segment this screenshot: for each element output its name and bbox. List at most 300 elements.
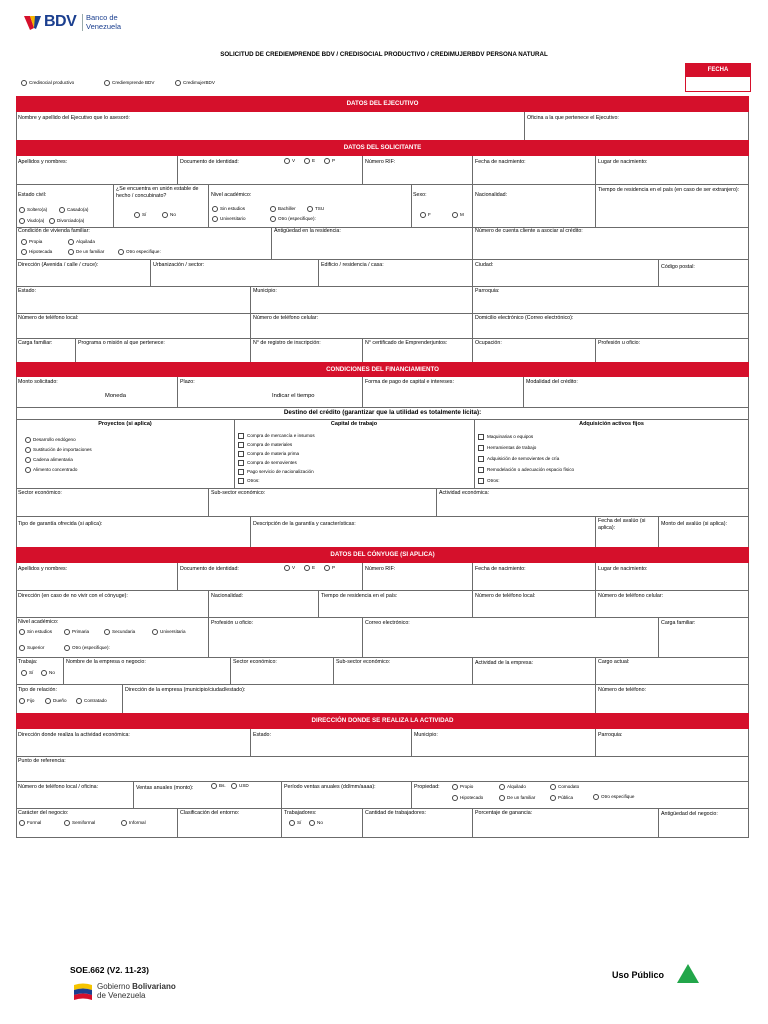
radio-icon bbox=[499, 795, 505, 801]
civil-viudo[interactable] bbox=[19, 218, 44, 224]
radio-icon bbox=[21, 239, 27, 245]
option-label: Casado(a) bbox=[67, 207, 89, 213]
option-label: Sí bbox=[29, 670, 34, 676]
radio-icon bbox=[68, 239, 74, 245]
radio-icon bbox=[21, 249, 27, 255]
option-label: Adquisición de semovientes de cría bbox=[487, 456, 560, 462]
moneda-usd[interactable] bbox=[231, 783, 249, 789]
radio-icon bbox=[104, 629, 110, 635]
bank-name-line1: Banco de bbox=[86, 13, 118, 22]
radio-icon bbox=[452, 212, 458, 218]
option-label: E bbox=[312, 565, 316, 571]
conyuge-apellidos-field[interactable]: Apellidos y nombres: bbox=[18, 566, 68, 572]
ventas-anuales-label: Ventas anuales (monto): bbox=[136, 785, 194, 791]
checkbox-icon bbox=[478, 478, 484, 484]
actividad-tel-field[interactable]: Número de teléfono local / oficina: bbox=[18, 784, 99, 790]
sector-field[interactable]: Sector económico: bbox=[18, 490, 62, 496]
conyuge-tel-local-field[interactable]: Número de teléfono local: bbox=[475, 593, 536, 599]
proyecto-option[interactable] bbox=[25, 437, 76, 443]
radio-icon bbox=[307, 206, 313, 212]
option-label: Bachiller bbox=[278, 206, 296, 212]
radio-icon bbox=[304, 158, 310, 164]
conyuge-nivel-option[interactable] bbox=[64, 629, 89, 635]
actividad-economica-field[interactable]: Actividad económica: bbox=[439, 490, 490, 496]
radio-icon bbox=[211, 783, 217, 789]
proyecto-option[interactable] bbox=[25, 447, 92, 453]
product-option-crediemprende[interactable] bbox=[104, 80, 154, 86]
periodo-ventas-field[interactable]: Período ventas anuales (dd/mm/aaaa): bbox=[284, 784, 376, 790]
direccion-field[interactable]: Dirección (Avenida / calle / cruce): bbox=[18, 262, 99, 268]
option-label: Bs. bbox=[219, 783, 226, 789]
doc-type-e[interactable] bbox=[304, 158, 315, 164]
forma-pago-field[interactable]: Forma de pago de capital e intereses: bbox=[365, 379, 454, 385]
option-label: Formal bbox=[27, 820, 42, 826]
union-no[interactable] bbox=[162, 212, 176, 218]
checkbox-icon bbox=[238, 469, 244, 475]
option-label: Hipotecada bbox=[29, 249, 53, 255]
conyuge-dir-empresa-field[interactable]: Dirección de la empresa (municipio/ciudad/estado): bbox=[125, 687, 246, 693]
propiedad-option[interactable] bbox=[593, 794, 634, 800]
edificio-field[interactable]: Edificio / residencia / casa: bbox=[321, 262, 384, 268]
codigo-postal-field[interactable]: Código postal: bbox=[661, 264, 695, 270]
radio-icon bbox=[134, 212, 140, 218]
radio-icon bbox=[25, 447, 31, 453]
option-label: TSU bbox=[315, 206, 325, 212]
civil-soltero[interactable] bbox=[19, 207, 47, 213]
option-label: No bbox=[317, 820, 323, 826]
conyuge-documento-field[interactable]: Documento de identidad: bbox=[180, 566, 239, 572]
propiedad-option[interactable] bbox=[452, 795, 483, 801]
descripcion-garantia-field[interactable]: Descripción de la garantía y características: bbox=[253, 521, 356, 527]
conyuge-doc-type-e[interactable] bbox=[304, 565, 315, 571]
checkbox-icon bbox=[238, 451, 244, 457]
option-label: Cadena alimentaria bbox=[33, 457, 73, 463]
trabaja-si[interactable] bbox=[21, 670, 33, 676]
radio-icon bbox=[68, 249, 74, 255]
radio-icon bbox=[420, 212, 426, 218]
solicitante-rif-field[interactable]: Número RIF: bbox=[365, 159, 396, 165]
product-label: Credisocial productivo bbox=[29, 80, 75, 86]
destino-title: Destino del crédito (garantizar que la utilidad es totalmente lícita): bbox=[283, 409, 482, 416]
option-label: Maquinarias o equipos bbox=[487, 434, 534, 440]
email-field[interactable]: Domicilio electrónico (Correo electrónico): bbox=[475, 315, 574, 321]
option-label: Alquilado bbox=[507, 784, 526, 790]
option-label: No bbox=[49, 670, 55, 676]
radio-icon bbox=[212, 216, 218, 222]
conyuge-nivel-option[interactable] bbox=[104, 629, 135, 635]
option-label: Secundaria bbox=[112, 629, 136, 635]
activos-header: Adquisición activos fijos bbox=[579, 421, 644, 427]
option-label: Sin estudios bbox=[27, 629, 53, 635]
radio-icon bbox=[231, 783, 237, 789]
doc-type-p[interactable] bbox=[324, 158, 335, 164]
radio-icon bbox=[550, 784, 556, 790]
option-label: Otro (especifique): bbox=[278, 216, 316, 222]
uso-publico-triangle-icon bbox=[676, 963, 700, 984]
union-si[interactable] bbox=[134, 212, 146, 218]
certificado-field[interactable]: N° certificado de Emprenderjuntos: bbox=[365, 340, 448, 346]
option-label: Informal bbox=[129, 820, 146, 826]
nivel-universitario[interactable] bbox=[212, 216, 246, 222]
doc-type-v[interactable] bbox=[284, 158, 295, 164]
conyuge-subsector-field[interactable]: Sub-sector económico: bbox=[336, 659, 391, 665]
conyuge-rif-field[interactable]: Número RIF: bbox=[365, 566, 396, 572]
section-header-ejecutivo: DATOS DEL EJECUTIVO bbox=[16, 96, 749, 112]
option-label: Compra de materiales bbox=[247, 442, 293, 448]
actividad-parroquia-field[interactable]: Parroquia: bbox=[598, 732, 623, 738]
vivienda-familiar[interactable] bbox=[68, 249, 104, 255]
vivienda-hipotecada[interactable] bbox=[21, 249, 52, 255]
sexo-m[interactable] bbox=[452, 212, 464, 218]
option-label: Propio bbox=[460, 784, 474, 790]
option-label: Superior bbox=[27, 645, 45, 651]
monto-avaluo-field[interactable]: Monto del avalúo (si aplica): bbox=[661, 521, 727, 527]
trabajadores-si[interactable] bbox=[289, 820, 301, 826]
option-label: P bbox=[332, 158, 336, 164]
option-label: Sin estudios bbox=[220, 206, 246, 212]
conyuge-nivel-option[interactable] bbox=[19, 645, 44, 651]
nivel-bachiller[interactable] bbox=[270, 206, 296, 212]
radio-icon bbox=[162, 212, 168, 218]
conyuge-telefono-field[interactable]: Número de teléfono: bbox=[598, 687, 646, 693]
radio-icon bbox=[49, 218, 55, 224]
nivel-tsu[interactable] bbox=[307, 206, 324, 212]
tel-local-field[interactable]: Número de teléfono local: bbox=[18, 315, 79, 321]
activo-option[interactable] bbox=[478, 456, 559, 462]
radio-icon bbox=[284, 158, 290, 164]
tel-celular-field[interactable]: Número de teléfono celular: bbox=[253, 315, 319, 321]
radio-icon bbox=[550, 795, 556, 801]
propiedad-option[interactable] bbox=[499, 795, 535, 801]
capital-option[interactable] bbox=[238, 433, 315, 439]
vivienda-otro[interactable] bbox=[118, 249, 161, 255]
capital-option[interactable] bbox=[238, 469, 314, 475]
conyuge-direccion-field[interactable]: Dirección (en caso de no vivir con el cónyuge): bbox=[18, 593, 128, 599]
radio-icon bbox=[64, 629, 70, 635]
radio-icon bbox=[270, 216, 276, 222]
caracter-formal[interactable] bbox=[19, 820, 41, 826]
relacion-dueno[interactable] bbox=[45, 698, 67, 704]
conyuge-cargo-field[interactable]: Cargo actual: bbox=[598, 659, 630, 665]
option-label: Hipotecado bbox=[460, 795, 484, 801]
antiguedad-negocio-field[interactable]: Antigüedad del negocio: bbox=[661, 811, 718, 817]
checkbox-icon bbox=[238, 460, 244, 466]
monto-field[interactable]: Monto solicitado: bbox=[18, 379, 58, 385]
radio-icon bbox=[270, 206, 276, 212]
option-label: Propia bbox=[29, 239, 43, 245]
conyuge-fecha-nac-field[interactable]: Fecha de nacimiento: bbox=[475, 566, 526, 572]
antiguedad-field[interactable]: Antigüedad en la residencia: bbox=[274, 228, 341, 234]
option-label: V bbox=[292, 158, 296, 164]
radio-icon bbox=[19, 629, 25, 635]
modalidad-field[interactable]: Modalidad del crédito: bbox=[526, 379, 578, 385]
sexo-label: Sexo: bbox=[413, 192, 427, 198]
radio-icon bbox=[284, 565, 290, 571]
activo-option[interactable] bbox=[478, 467, 574, 473]
option-label: F bbox=[428, 212, 431, 218]
proyecto-option[interactable] bbox=[25, 457, 73, 463]
conyuge-email-field[interactable]: Correo electrónico: bbox=[365, 620, 410, 626]
union-label: ¿Se encuentra en unión estable de hecho / concubinato? bbox=[116, 186, 199, 199]
nivel-sin-estudios[interactable] bbox=[212, 206, 245, 212]
checkbox-icon bbox=[478, 456, 484, 462]
moneda-bs[interactable] bbox=[211, 783, 226, 789]
capital-option[interactable] bbox=[238, 451, 299, 457]
relacion-fijo[interactable] bbox=[19, 698, 34, 704]
plazo-field[interactable]: Plazo: bbox=[180, 379, 195, 385]
section-header-actividad: DIRECCIÓN DONDE SE REALIZA LA ACTIVIDAD bbox=[16, 713, 749, 729]
profesion-field[interactable]: Profesión u oficio: bbox=[598, 340, 641, 346]
conyuge-nivel-option[interactable] bbox=[152, 629, 186, 635]
option-label: Remodelación o adecuación espacio físico bbox=[487, 467, 575, 473]
conyuge-nivel-option[interactable] bbox=[19, 629, 52, 635]
conyuge-nivel-option[interactable] bbox=[64, 645, 110, 651]
ciudad-field[interactable]: Ciudad: bbox=[475, 262, 494, 268]
vivienda-alquilada[interactable] bbox=[68, 239, 95, 245]
option-label: Pública bbox=[558, 795, 574, 801]
proyecto-option[interactable] bbox=[25, 467, 77, 473]
option-label: V bbox=[292, 565, 296, 571]
radio-icon bbox=[19, 698, 25, 704]
ejecutivo-oficina-field[interactable]: Oficina a la que pertenece el Ejecutivo: bbox=[527, 115, 619, 121]
form-code: SOE.662 (V2. 11-23) bbox=[70, 965, 149, 975]
radio-icon bbox=[19, 207, 25, 213]
option-label: Divorciado(a) bbox=[57, 218, 85, 224]
solicitante-documento-field[interactable]: Documento de identidad: bbox=[180, 159, 239, 165]
registro-field[interactable]: N° de registro de inscripción: bbox=[253, 340, 321, 346]
radio-icon bbox=[41, 670, 47, 676]
conyuge-trabaja-label: Trabaja: bbox=[18, 659, 38, 665]
option-label: De un familiar bbox=[76, 249, 105, 255]
conyuge-nivel-label: Nivel académico: bbox=[18, 619, 59, 625]
moneda-label: Moneda bbox=[105, 393, 126, 399]
capital-option[interactable] bbox=[238, 460, 297, 466]
ejecutivo-nombre-field[interactable]: Nombre y apellido del Ejecutivo que lo asesoró: bbox=[18, 115, 130, 121]
activo-option[interactable] bbox=[478, 434, 533, 440]
urbanizacion-field[interactable]: Urbanización / sector: bbox=[153, 262, 205, 268]
vivienda-propia[interactable] bbox=[21, 239, 42, 245]
nivel-otro[interactable] bbox=[270, 216, 316, 222]
option-label: Primaria bbox=[72, 629, 90, 635]
conyuge-empresa-field[interactable]: Nombre de la empresa o negocio: bbox=[66, 659, 146, 665]
trabajadores-no[interactable] bbox=[309, 820, 323, 826]
radio-icon bbox=[64, 645, 70, 651]
punto-referencia-field[interactable]: Punto de referencia: bbox=[18, 758, 66, 764]
checkbox-icon bbox=[478, 434, 484, 440]
option-label: Sí bbox=[142, 212, 147, 218]
option-label: Otros: bbox=[247, 478, 260, 484]
option-label: Sí bbox=[297, 820, 302, 826]
radio-icon bbox=[64, 820, 70, 826]
subsector-field[interactable]: Sub-sector económico: bbox=[211, 490, 266, 496]
proyectos-header: Proyectos (si aplica) bbox=[98, 421, 152, 427]
radio-icon bbox=[324, 158, 330, 164]
bdv-logo-text: BDV bbox=[44, 13, 77, 30]
gobierno-word: Gobierno bbox=[97, 982, 130, 991]
radio-icon bbox=[76, 698, 82, 704]
radio-icon bbox=[452, 784, 458, 790]
propiedad-option[interactable] bbox=[499, 784, 526, 790]
option-label: Compra de semovientes bbox=[247, 460, 297, 466]
radio-icon bbox=[19, 820, 25, 826]
radio-icon bbox=[452, 795, 458, 801]
gobierno-line2: de Venezuela bbox=[97, 991, 146, 1000]
vivienda-label: Condición de vivienda familiar: bbox=[18, 228, 90, 234]
conyuge-tiempo-pais-field[interactable]: Tiempo de residencia en el país: bbox=[321, 593, 398, 599]
radio-icon bbox=[25, 467, 31, 473]
option-label: Otro especifique: bbox=[126, 249, 161, 255]
section-header-conyuge: DATOS DEL CÓNYUGE (SI APLICA) bbox=[16, 547, 749, 563]
option-label: Universitaria bbox=[160, 629, 186, 635]
conyuge-doc-type-v[interactable] bbox=[284, 565, 295, 571]
uso-publico-label: Uso Público bbox=[612, 970, 665, 980]
option-label: Semiformal bbox=[72, 820, 96, 826]
fecha-box bbox=[685, 63, 751, 92]
propiedad-option[interactable] bbox=[550, 784, 579, 790]
product-option-credisocial[interactable] bbox=[21, 80, 74, 86]
conyuge-tel-cel-field[interactable]: Número de teléfono celular: bbox=[598, 593, 664, 599]
option-label: Herramientas de trabajo bbox=[487, 445, 537, 451]
relacion-contratado[interactable] bbox=[76, 698, 107, 704]
trabaja-no[interactable] bbox=[41, 670, 55, 676]
bank-name-line2: Venezuela bbox=[86, 22, 122, 31]
radio-icon bbox=[309, 820, 315, 826]
radio-icon bbox=[121, 820, 127, 826]
tiempo-pais-field[interactable]: Tiempo de residencia en el país (en caso de ser extranjero): bbox=[598, 187, 740, 193]
nacionalidad-field[interactable]: Nacionalidad: bbox=[475, 192, 508, 198]
option-label: Sustitución de importaciones bbox=[33, 447, 92, 453]
option-label: No bbox=[170, 212, 176, 218]
option-label: Comodato bbox=[558, 784, 580, 790]
option-label: Otro especifique bbox=[601, 794, 635, 800]
propiedad-option[interactable] bbox=[550, 795, 573, 801]
actividad-municipio-field[interactable]: Municipio: bbox=[414, 732, 438, 738]
radio-icon bbox=[304, 565, 310, 571]
radio-icon bbox=[19, 645, 25, 651]
option-label: Contratado bbox=[84, 698, 107, 704]
conyuge-profesion-field[interactable]: Profesión u oficio: bbox=[211, 620, 254, 626]
conyuge-carga-field[interactable]: Carga familiar: bbox=[661, 620, 696, 626]
product-label: Crediemprende BDV bbox=[112, 80, 155, 86]
capital-option[interactable] bbox=[238, 442, 292, 448]
fecha-field[interactable] bbox=[686, 77, 750, 90]
ocupacion-field[interactable]: Ocupación: bbox=[475, 340, 502, 346]
caracter-informal[interactable] bbox=[121, 820, 146, 826]
radio-icon bbox=[104, 80, 110, 86]
clasificacion-field[interactable]: Clasificación del entorno: bbox=[180, 810, 240, 816]
tiempo-label: Indicar el tiempo bbox=[272, 393, 315, 399]
porcentaje-ganancia-field[interactable]: Porcentaje de ganancia: bbox=[475, 810, 533, 816]
radio-icon bbox=[175, 80, 181, 86]
flag-icon bbox=[72, 982, 94, 1002]
capital-option[interactable] bbox=[238, 478, 260, 484]
bdv-logo-mark-icon bbox=[22, 12, 42, 32]
radio-icon bbox=[21, 80, 27, 86]
radio-icon bbox=[25, 457, 31, 463]
propiedad-option[interactable] bbox=[452, 784, 473, 790]
option-label: Pago servicio de nacionalización bbox=[247, 469, 314, 475]
parroquia-field[interactable]: Parroquia: bbox=[475, 288, 500, 294]
activo-option[interactable] bbox=[478, 478, 500, 484]
activo-option[interactable] bbox=[478, 445, 536, 451]
option-label: Compra de materia prima bbox=[247, 451, 300, 457]
cantidad-trabajadores-field[interactable]: Cantidad de trabajadores: bbox=[365, 810, 426, 816]
municipio-field[interactable]: Municipio: bbox=[253, 288, 277, 294]
radio-icon bbox=[21, 670, 27, 676]
option-label: P bbox=[332, 565, 336, 571]
solicitante-fecha-nac-field[interactable]: Fecha de nacimiento: bbox=[475, 159, 526, 165]
checkbox-icon bbox=[478, 445, 484, 451]
option-label: Otros: bbox=[487, 478, 500, 484]
radio-icon bbox=[118, 249, 124, 255]
solicitante-lugar-nac-field[interactable]: Lugar de nacimiento: bbox=[598, 159, 648, 165]
radio-icon bbox=[289, 820, 295, 826]
actividad-direccion-field[interactable]: Dirección donde realiza la actividad económica: bbox=[18, 732, 130, 738]
conyuge-lugar-nac-field[interactable]: Lugar de nacimiento: bbox=[598, 566, 648, 572]
conyuge-nacionalidad-field[interactable]: Nacionalidad: bbox=[211, 593, 244, 599]
radio-icon bbox=[499, 784, 505, 790]
product-option-credimujer[interactable] bbox=[175, 80, 215, 86]
radio-icon bbox=[593, 794, 599, 800]
conyuge-actividad-field[interactable]: Actividad de la empresa: bbox=[475, 660, 534, 666]
option-label: E bbox=[312, 158, 316, 164]
checkbox-icon bbox=[238, 478, 244, 484]
capital-header: Capital de trabajo bbox=[330, 421, 378, 427]
gobierno-logo bbox=[72, 982, 232, 1004]
option-label: Universitario bbox=[220, 216, 246, 222]
radio-icon bbox=[19, 218, 25, 224]
garantia-field[interactable]: Tipo de garantía ofrecida (si aplica): bbox=[18, 521, 103, 527]
option-label: M bbox=[460, 212, 464, 218]
option-label: Otro (especifique): bbox=[72, 645, 110, 651]
radio-icon bbox=[212, 206, 218, 212]
nivel-academico-label: Nivel académico: bbox=[211, 192, 252, 198]
programa-field[interactable]: Programa o misión al que pertenece: bbox=[78, 340, 165, 346]
conyuge-sector-field[interactable]: Sector económico: bbox=[233, 659, 277, 665]
civil-divorciado[interactable] bbox=[49, 218, 84, 224]
caracter-semiformal[interactable] bbox=[64, 820, 95, 826]
actividad-estado-field[interactable]: Estado: bbox=[253, 732, 271, 738]
checkbox-icon bbox=[478, 467, 484, 473]
option-label: Alquilada bbox=[76, 239, 95, 245]
option-label: Compra de mercancía e insumos bbox=[247, 433, 315, 439]
estado-field[interactable]: Estado: bbox=[18, 288, 36, 294]
sexo-f[interactable] bbox=[420, 212, 431, 218]
relacion-label: Tipo de relación: bbox=[18, 687, 57, 693]
option-label: Alimento concentrado bbox=[33, 467, 78, 473]
fecha-label: FECHA bbox=[686, 64, 750, 77]
fecha-avaluo-field[interactable]: Fecha del avalúo (si aplica): bbox=[598, 518, 646, 531]
solicitante-apellidos-field[interactable]: Apellidos y nombres: bbox=[18, 159, 68, 165]
section-header-solicitante: DATOS DEL SOLICITANTE bbox=[16, 140, 749, 156]
cuenta-field[interactable]: Número de cuenta cliente a asociar al crédito: bbox=[475, 228, 583, 234]
civil-casado[interactable] bbox=[59, 207, 88, 213]
option-label: Soltero(a) bbox=[27, 207, 48, 213]
option-label: Desarrollo endógeno bbox=[33, 437, 76, 443]
option-label: Dueño bbox=[53, 698, 67, 704]
radio-icon bbox=[45, 698, 51, 704]
radio-icon bbox=[152, 629, 158, 635]
trabajadores-label: Trabajadores: bbox=[284, 810, 317, 816]
conyuge-doc-type-p[interactable] bbox=[324, 565, 335, 571]
bdv-logo bbox=[22, 11, 172, 35]
form-title: SOLICITUD DE CREDIEMPRENDE BDV / CREDISOCIAL PRODUCTIVO / CREDIMUJERBDV PERSONA NATURAL bbox=[220, 51, 548, 58]
carga-familiar-field[interactable]: Carga familiar: bbox=[18, 340, 53, 346]
option-label: USD bbox=[239, 783, 249, 789]
radio-icon bbox=[59, 207, 65, 213]
checkbox-icon bbox=[238, 442, 244, 448]
radio-icon bbox=[25, 437, 31, 443]
